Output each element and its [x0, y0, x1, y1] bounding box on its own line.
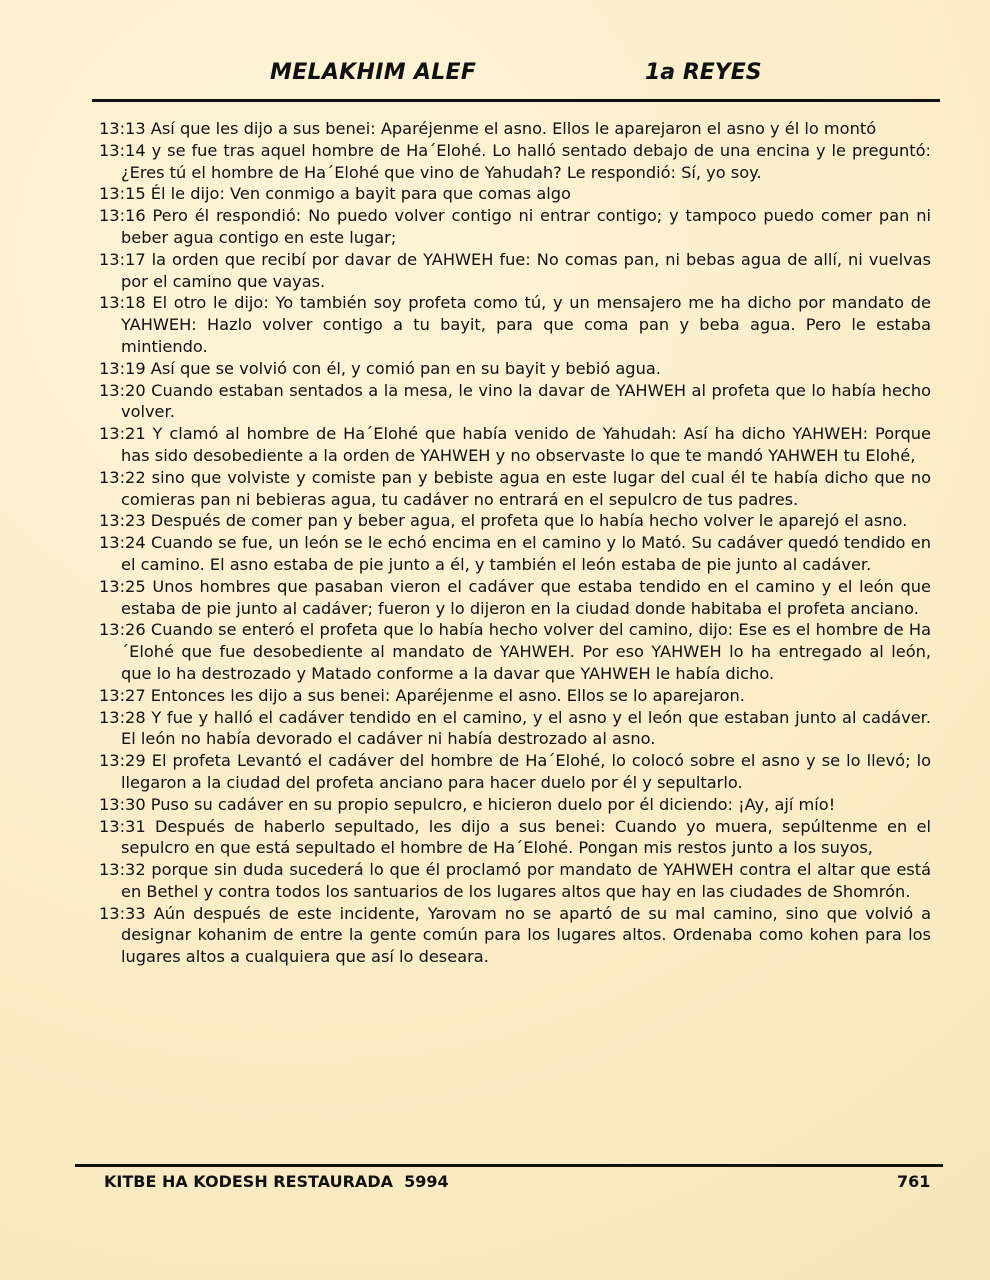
page-header: [92, 58, 940, 98]
verse-13-16: 13:16 Pero él respondió: No puedo volver contigo ni entrar contigo; y tampoco puedo comer pan ni beber agua contigo en este lugar;: [99, 206, 931, 247]
verse-13-24: 13:24 Cuando se fue, un león se le echó encima en el camino y lo Mató. Su cadáver quedó tendido en el camino. El asno estaba de pie junto a él, y también el león estaba de pie junto al cadáver.: [99, 533, 931, 574]
verse-13-17: 13:17 la orden que recibí por davar de YAHWEH fue: No comas pan, ni bebas agua de allí, ni vuelvas por el camino que vayas.: [99, 249, 931, 291]
verse-13-19: 13:19 Así que se volvió con él, y comió pan en su bayit y bebió agua.: [99, 358, 661, 378]
verse-13-32: 13:32 porque sin duda sucederá lo que él proclamó por mandato de YAHWEH contra el altar que está en Bethel y contra todos los santuarios de los lugares altos que hay en las ciudades de Shomrón.: [99, 860, 931, 901]
verse-13-30: 13:30 Puso su cadáver en su propio sepulcro, e hicieron duelo por él diciendo: ¡Ay, ají mío!: [99, 794, 836, 814]
verse-list: [99, 118, 931, 968]
verse-13-33: 13:33 Aún después de este incidente, Yarovam no se apartó de su mal camino, sino que volvió a designar kohanim de entre la gente común para los lugares altos. Ordenaba como kohen para los lugares altos a cualquiera que así lo deseara.: [99, 903, 931, 967]
verse-13-21: 13:21 Y clamó al hombre de Ha´Elohé que había venido de Yahudah: Así ha dicho YAHWEH: Porque has sido desobediente a la orden de YAHWEH y no observaste lo que te mandó YAHWEH tu Elohé,: [99, 424, 931, 465]
verse-13-25: 13:25 Unos hombres que pasaban vieron el cadáver que estaba tendido en el camino y el león que estaba de pie junto al cadáver; fueron y lo dijeron en la ciudad donde habitaba el profeta anciano.: [99, 576, 931, 618]
verse-13-31: 13:31 Después de haberlo sepultado, les dijo a sus benei: Cuando yo muera, sepúltenme en el sepulcro en que está sepultado el hombre de Ha´Elohé. Pongan mis restos junto a los suyos,: [99, 816, 931, 858]
verse-13-29: 13:29 El profeta Levantó el cadáver del hombre de Ha´Elohé, lo colocó sobre el asno y se lo llevó; lo llegaron a la ciudad del profeta anciano para hacer duelo por él y sepultarlo.: [99, 751, 931, 792]
header-spanish-title: 1a REYES: [645, 60, 762, 85]
page-number: 761: [897, 1172, 931, 1191]
verse-13-23: 13:23 Después de comer pan y beber agua, el profeta que lo había hecho volver le aparejó el asno.: [99, 511, 908, 531]
verse-13-15: 13:15 Él le dijo: Ven conmigo a bayit para que comas algo: [99, 184, 571, 204]
header-divider: [92, 99, 940, 102]
verse-13-20: 13:20 Cuando estaban sentados a la mesa, le vino la davar de YAHWEH al profeta que lo había hecho volver.: [99, 380, 931, 422]
verse-13-27: 13:27 Entonces les dijo a sus benei: Aparéjenme el asno. Ellos se lo aparejaron.: [99, 685, 745, 705]
verse-13-28: 13:28 Y fue y halló el cadáver tendido en el camino, y el asno y el león que estaban junto al cadáver. El león no había devorado el cadáver ni había destrozado al asno.: [99, 707, 931, 749]
header-book-title: MELAKHIM ALEF: [270, 60, 477, 85]
verse-13-13: 13:13 Así que les dijo a sus benei: Aparéjenme el asno. Ellos le aparejaron el asno y él lo montó: [99, 119, 877, 138]
verse-13-22: 13:22 sino que volviste y comiste pan y bebiste agua en este lugar del cual él te había dicho que no comieras pan ni bebieras agua, tu cadáver no entrará en el sepulcro de tus padres.: [99, 467, 931, 509]
verse-13-14: 13:14 y se fue tras aquel hombre de Ha´Elohé. Lo halló sentado debajo de una encina y le preguntó: ¿Eres tú el hombre de Ha´Elohé que vino de Yahudah? Le respondió: Sí, yo soy.: [99, 140, 931, 182]
verse-13-18: 13:18 El otro le dijo: Yo también soy profeta como tú, y un mensajero me ha dicho por mandato de YAHWEH: Hazlo volver contigo a tu bayit, para que coma pan y beba agua. Pero le estaba mintiendo.: [99, 293, 931, 356]
verse-13-26: 13:26 Cuando se enteró el profeta que lo había hecho volver del camino, dijo: Ese es el hombre de Ha´Elohé que fue desobediente al mandato de YAHWEH. Por eso YAHWEH lo ha entregado al león, que lo ha destrozado y Matado conforme a la davar que YAHWEH le había dicho.: [99, 620, 931, 683]
footer-divider: [75, 1164, 943, 1167]
footer-title: KITBE HA KODESH RESTAURADA 5994: [104, 1172, 449, 1191]
